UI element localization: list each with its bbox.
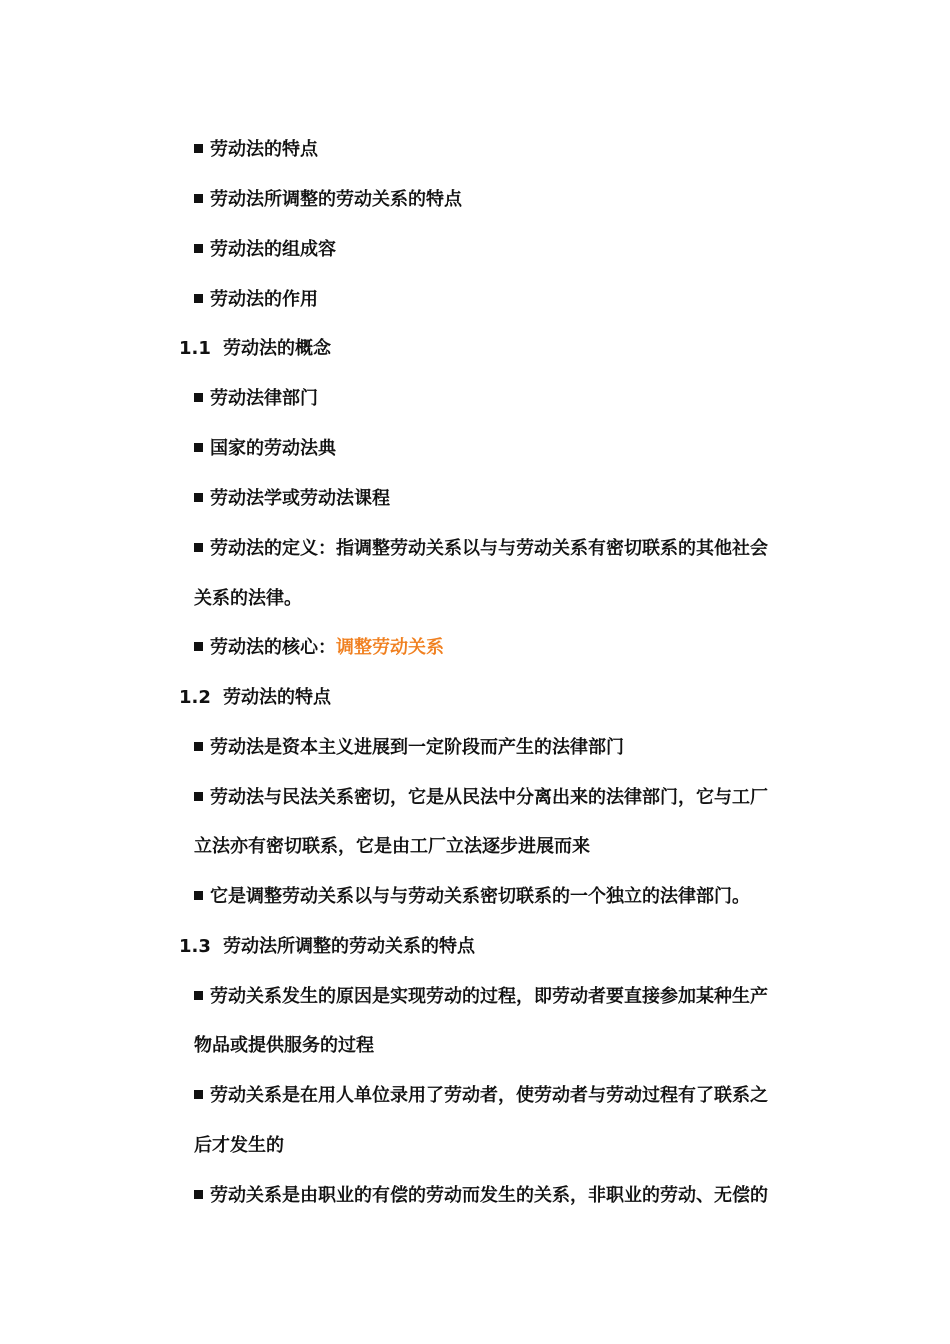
list-item: 劳动法学或劳动法课程: [194, 487, 390, 511]
square-bullet-icon: [194, 443, 203, 452]
square-bullet-icon: [194, 493, 203, 502]
square-bullet-icon: [194, 991, 203, 1000]
list-item: 劳动法的作用: [194, 288, 318, 312]
list-item: 它是调整劳动关系以与与劳动关系密切联系的一个独立的法律部门。: [194, 885, 750, 909]
square-bullet-icon: [194, 792, 203, 801]
square-bullet-icon: [194, 244, 203, 253]
list-item: 劳动法的定义：指调整劳动关系以与与劳动关系有密切联系的其他社会: [194, 537, 768, 561]
list-item-continuation: 关系的法律。: [194, 588, 302, 609]
section-heading: 1.1 劳动法的概念: [179, 338, 331, 359]
list-item: 国家的劳动法典: [194, 437, 336, 461]
highlighted-text: 调整劳动关系: [336, 637, 444, 658]
square-bullet-icon: [194, 1090, 203, 1099]
list-item: 劳动法与民法关系密切，它是从民法中分离出来的法律部门，它与工厂: [194, 786, 768, 810]
list-item: 劳动关系发生的原因是实现劳动的过程，即劳动者要直接参加某种生产: [194, 985, 768, 1009]
list-item-continuation: 物品或提供服务的过程: [194, 1035, 374, 1056]
list-item: 劳动法的核心：调整劳动关系: [194, 636, 444, 660]
list-item: 劳动关系是由职业的有偿的劳动而发生的关系，非职业的劳动、无偿的: [194, 1184, 768, 1208]
list-item: 劳动法的特点: [194, 138, 318, 162]
square-bullet-icon: [194, 1190, 203, 1199]
square-bullet-icon: [194, 543, 203, 552]
square-bullet-icon: [194, 194, 203, 203]
list-item-continuation: 立法亦有密切联系，它是由工厂立法逐步进展而来: [194, 836, 590, 857]
section-heading: 1.3 劳动法所调整的劳动关系的特点: [179, 936, 475, 957]
square-bullet-icon: [194, 891, 203, 900]
list-item: 劳动法的组成容: [194, 238, 336, 262]
square-bullet-icon: [194, 144, 203, 153]
square-bullet-icon: [194, 742, 203, 751]
list-item: 劳动法所调整的劳动关系的特点: [194, 188, 462, 212]
list-item: 劳动关系是在用人单位录用了劳动者，使劳动者与劳动过程有了联系之: [194, 1084, 768, 1108]
section-heading: 1.2 劳动法的特点: [179, 687, 331, 708]
square-bullet-icon: [194, 294, 203, 303]
list-item-continuation: 后才发生的: [194, 1135, 284, 1156]
square-bullet-icon: [194, 642, 203, 651]
list-item: 劳动法是资本主义进展到一定阶段而产生的法律部门: [194, 736, 624, 760]
list-item: 劳动法律部门: [194, 387, 318, 411]
square-bullet-icon: [194, 393, 203, 402]
